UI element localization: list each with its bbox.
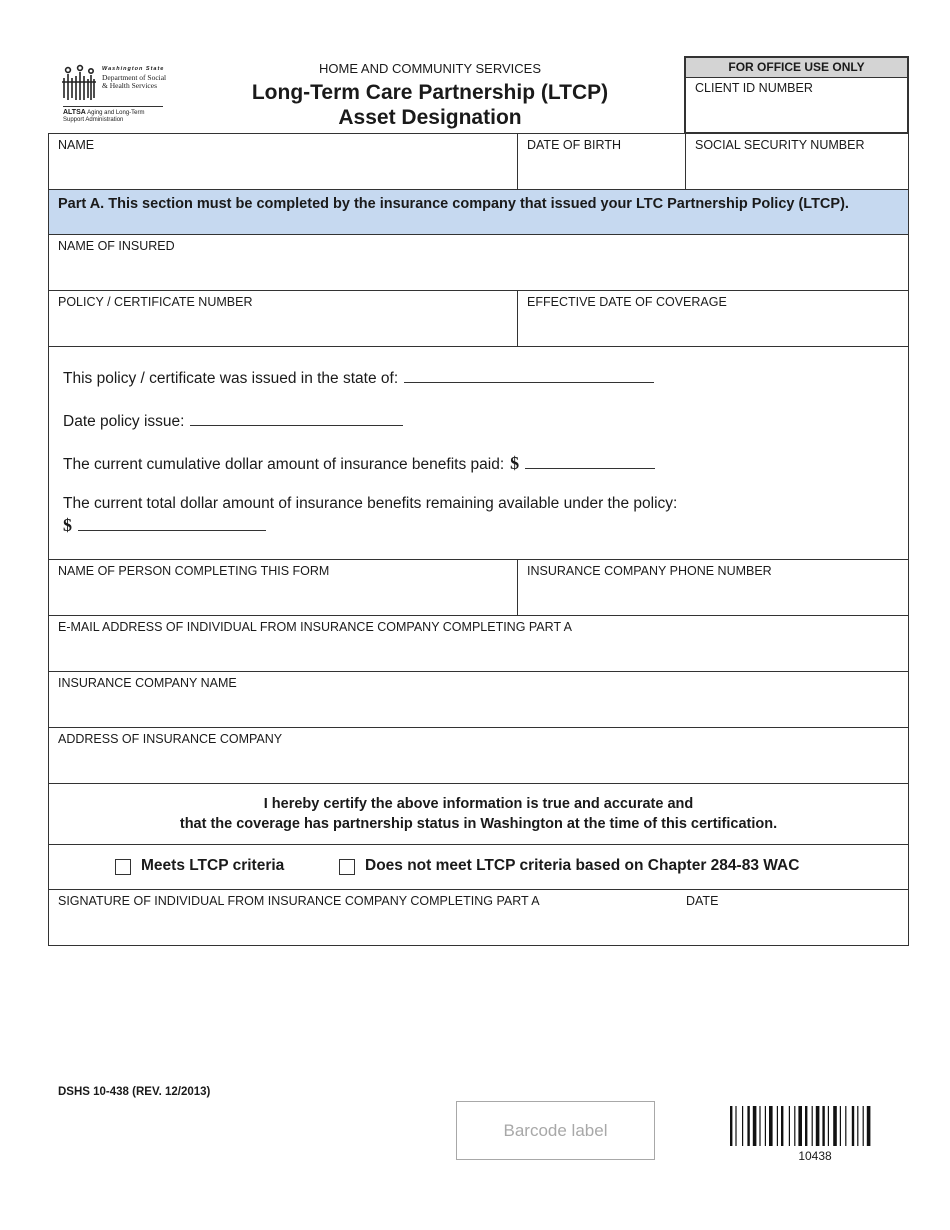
insured-row	[49, 235, 908, 291]
cumulative-paid-label: The current cumulative dollar amount of insurance benefits paid:	[63, 456, 505, 473]
state-issued-input[interactable]	[404, 369, 654, 383]
barcode-label-box: Barcode label	[456, 1101, 655, 1160]
state-issued-label: This policy / certificate was issued in the state of:	[63, 370, 399, 387]
family-figures-icon	[60, 64, 100, 104]
meets-criteria-label: Meets LTCP criteria	[141, 857, 285, 874]
office-use-heading: FOR OFFICE USE ONLY	[686, 58, 907, 78]
form-title	[200, 80, 660, 130]
logo-state-text: Washington State	[102, 66, 165, 72]
dollar-sign: $	[63, 515, 72, 535]
ssn-field[interactable]: SOCIAL SECURITY NUMBER	[685, 134, 908, 189]
logo-altsa-rest: Aging and Long-Term	[85, 110, 145, 116]
state-issued-line	[63, 369, 654, 388]
company-name-field[interactable]: INSURANCE COMPANY NAME	[58, 676, 237, 690]
cumulative-paid-input[interactable]	[525, 455, 655, 469]
completer-row	[49, 560, 908, 616]
name-of-insured-field[interactable]: NAME OF INSURED	[58, 239, 175, 253]
logo-dept-line2: & Health Services	[102, 81, 157, 90]
does-not-meet-checkbox[interactable]	[339, 859, 355, 875]
company-phone-field[interactable]: INSURANCE COMPANY PHONE NUMBER	[517, 560, 908, 615]
date-issue-input[interactable]	[190, 412, 403, 426]
certify-line2: that the coverage has partnership status in Washington at the time of this certification.	[179, 816, 778, 832]
logo-dept-text	[102, 74, 166, 90]
dshs-logo	[60, 64, 170, 126]
date-of-birth-field[interactable]: DATE OF BIRTH	[517, 134, 685, 189]
form-title-line2: Asset Designation	[338, 106, 522, 129]
dollar-sign: $	[510, 453, 520, 473]
client-info-row	[49, 134, 908, 190]
form-table	[48, 133, 909, 946]
person-completing-field[interactable]: NAME OF PERSON COMPLETING THIS FORM	[58, 564, 330, 578]
logo-dept-line1: Department of Social	[102, 73, 167, 82]
remaining-input[interactable]	[78, 517, 266, 531]
certify-line1: I hereby certify the above information is true and accurate and	[263, 796, 694, 812]
remaining-line	[63, 515, 266, 536]
company-address-field[interactable]: ADDRESS OF INSURANCE COMPANY	[58, 732, 283, 746]
policy-details-section	[49, 347, 908, 560]
cumulative-paid-line	[63, 453, 655, 474]
logo-altsa-bold: ALTSA	[63, 109, 86, 116]
form-title-line1: Long-Term Care Partnership (LTCP)	[251, 81, 609, 104]
barcode-number: 10438	[798, 1149, 832, 1163]
does-not-meet-label: Does not meet LTCP criteria based on Chapter 284-83 WAC	[365, 857, 800, 874]
part-a-heading: Part A. This section must be completed by the insurance company that issued your LTC Partnership Policy (LTCP).	[49, 190, 908, 235]
logo-altsa-text	[63, 106, 163, 124]
policy-row	[49, 291, 908, 347]
signature-date-field[interactable]: DATE	[686, 894, 719, 908]
logo-altsa-line2: Support Administration	[63, 117, 124, 123]
policy-number-field[interactable]: POLICY / CERTIFICATE NUMBER	[58, 295, 253, 309]
criteria-row	[49, 845, 908, 890]
form-number: DSHS 10-438 (REV. 12/2013)	[58, 1086, 211, 1098]
email-field[interactable]: E-MAIL ADDRESS OF INDIVIDUAL FROM INSURANCE COMPANY COMPLETING PART A	[58, 620, 572, 634]
email-row	[49, 616, 908, 672]
office-use-box	[684, 56, 909, 134]
barcode-icon	[730, 1106, 900, 1146]
header-subtitle: HOME AND COMMUNITY SERVICES	[319, 61, 541, 76]
company-address-row	[49, 728, 908, 784]
name-field[interactable]: NAME	[58, 138, 95, 152]
certification-statement	[49, 784, 908, 845]
remaining-label: The current total dollar amount of insurance benefits remaining available under the policy:	[63, 495, 678, 512]
client-id-field[interactable]: CLIENT ID NUMBER	[695, 81, 813, 95]
signature-field[interactable]: SIGNATURE OF INDIVIDUAL FROM INSURANCE COMPANY COMPLETING PART A	[58, 894, 540, 908]
company-name-row	[49, 672, 908, 728]
date-issue-line	[63, 412, 403, 431]
date-issue-label: Date policy issue:	[63, 413, 185, 430]
meets-criteria-checkbox[interactable]	[115, 859, 131, 875]
effective-date-field[interactable]: EFFECTIVE DATE OF COVERAGE	[517, 291, 908, 346]
signature-row	[49, 890, 908, 946]
